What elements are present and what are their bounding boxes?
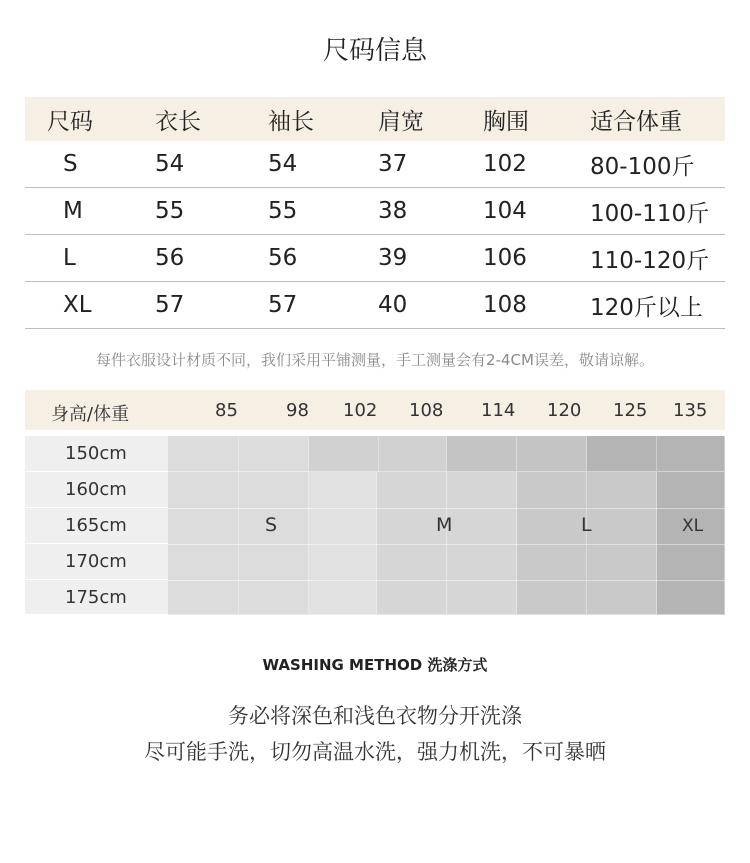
- weight-label: 120: [547, 400, 582, 421]
- table-row: [25, 141, 725, 188]
- header-cell: 袖长: [268, 108, 314, 135]
- header-cell: 胸围: [483, 108, 529, 135]
- table-cell: 54: [268, 151, 298, 177]
- grid-line: [168, 544, 725, 545]
- header-cell: 尺码: [47, 108, 93, 135]
- table-row: [25, 282, 725, 329]
- table-cell: 56: [268, 245, 298, 271]
- table-row: [25, 235, 725, 282]
- table-cell: 55: [268, 198, 298, 224]
- grid-line: [168, 508, 725, 509]
- table-cell: M: [63, 198, 83, 224]
- corner-label: 身高/体重: [51, 404, 130, 425]
- table-cell: 37: [378, 151, 408, 177]
- table-cell: 110-120斤: [590, 247, 710, 274]
- size-zone-grid: [25, 436, 725, 615]
- weight-label: 108: [409, 400, 444, 421]
- table-cell: 106: [483, 245, 527, 271]
- table-cell: 120斤以上: [590, 294, 703, 321]
- weight-label: 125: [613, 400, 648, 421]
- table-cell: XL: [63, 292, 92, 318]
- height-label: 160cm: [25, 472, 168, 508]
- height-label: 170cm: [25, 544, 168, 580]
- table-cell: 57: [268, 292, 298, 318]
- table-cell: S: [63, 151, 78, 177]
- washing-instruction: 务必将深色和浅色衣物分开洗涤: [228, 704, 522, 728]
- size-table-header: [25, 97, 725, 141]
- weight-label: 98: [286, 400, 309, 421]
- table-row: [25, 188, 725, 235]
- weight-label: 114: [481, 400, 516, 421]
- table-cell: 56: [155, 245, 185, 271]
- size-zone-label: S: [265, 514, 278, 536]
- table-cell: 38: [378, 198, 408, 224]
- weight-label: 135: [673, 400, 708, 421]
- table-cell: 100-110斤: [590, 200, 710, 227]
- washing-instruction: 尽可能手洗，切勿高温水洗，强力机洗，不可暴晒: [144, 740, 606, 764]
- header-cell: 衣长: [155, 108, 201, 135]
- washing-title: WASHING METHOD 洗涤方式: [262, 656, 488, 674]
- table-cell: 40: [378, 292, 408, 318]
- zone-cell-m: [379, 436, 447, 472]
- table-cell: 80-100斤: [590, 153, 695, 180]
- grid-line: [168, 580, 725, 581]
- table-cell: 55: [155, 198, 185, 224]
- height-label: 165cm: [25, 508, 168, 544]
- header-cell: 肩宽: [378, 108, 424, 135]
- height-label: 175cm: [25, 580, 168, 615]
- weight-label: 85: [215, 400, 238, 421]
- zone-cell-xl: [587, 436, 657, 472]
- table-cell: 57: [155, 292, 185, 318]
- table-cell: 102: [483, 151, 527, 177]
- size-zone-label: XL: [682, 516, 704, 536]
- zone-cell-m: [309, 436, 379, 472]
- header-cell: 适合体重: [590, 108, 682, 135]
- table-cell: L: [63, 245, 76, 271]
- zone-cell-l: [517, 436, 587, 472]
- size-table: [25, 97, 725, 329]
- height-label: 150cm: [25, 436, 168, 472]
- measurement-note: 每件衣服设计材质不同，我们采用平铺测量，手工测量会有2-4CM误差，敬请谅解。: [96, 351, 654, 369]
- zone-cell-s: [239, 436, 309, 472]
- table-cell: 104: [483, 198, 527, 224]
- size-zone-label: M: [436, 514, 453, 536]
- weight-label: 102: [343, 400, 378, 421]
- height-weight-header: [25, 390, 725, 430]
- table-cell: 54: [155, 151, 185, 177]
- size-zone-label: L: [581, 514, 592, 536]
- table-cell: 39: [378, 245, 408, 271]
- zone-cell-l: [447, 436, 517, 472]
- zone-cell-s: [168, 436, 239, 472]
- page-title: 尺码信息: [322, 36, 427, 66]
- table-cell: 108: [483, 292, 527, 318]
- zone-cell-xl: [657, 436, 725, 472]
